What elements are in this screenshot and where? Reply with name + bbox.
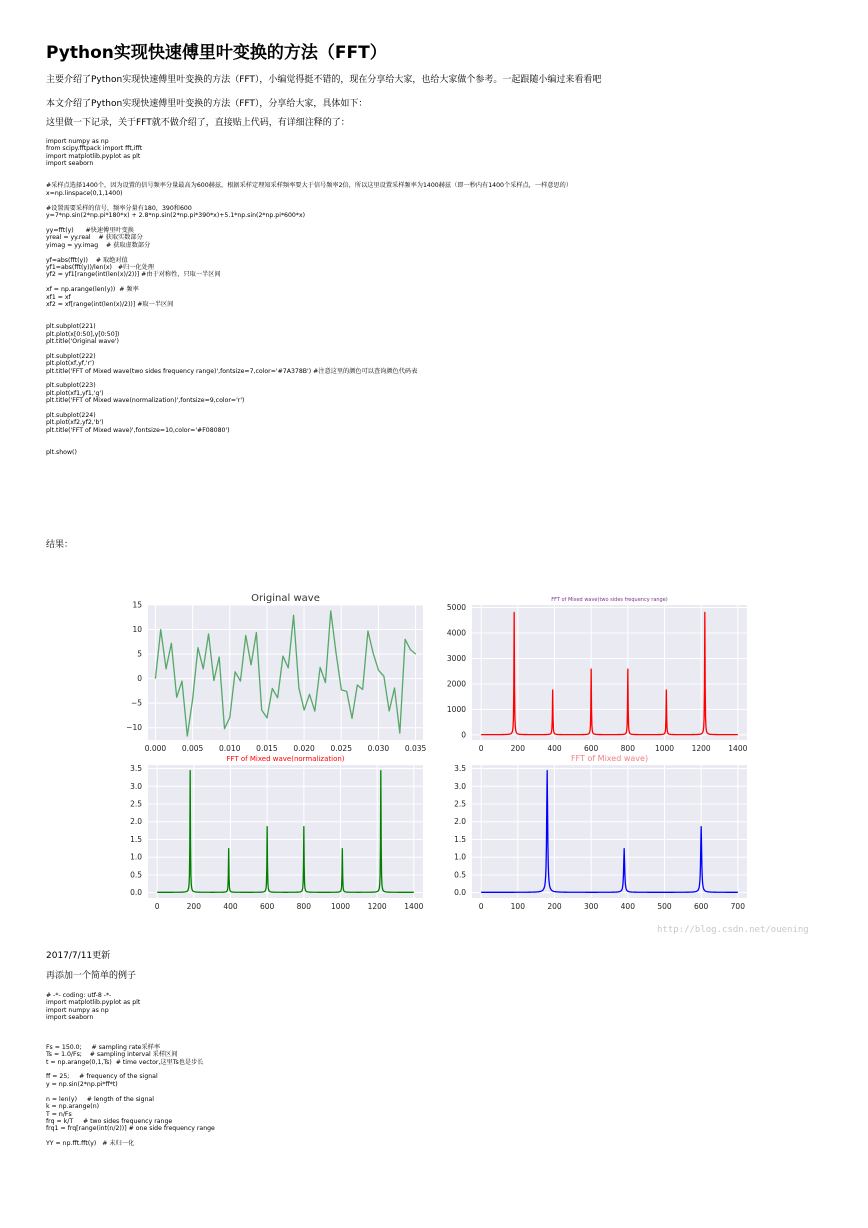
code-line: # -*- coding: utf-8 -*- [46, 992, 112, 999]
y-tick-label: 1.0 [130, 852, 142, 862]
x-tick-label: 1200 [691, 744, 711, 753]
x-tick-label: 600 [694, 902, 709, 911]
code-line: yimag = yy.imag # 获取虚数部分 [46, 241, 151, 249]
code-line [46, 316, 572, 323]
x-tick-label: 100 [510, 902, 525, 911]
code-line: plt.plot(x[0:50],y[0:50]) [46, 330, 120, 338]
y-tick-label: 0.0 [454, 888, 466, 898]
y-tick-label: 0.0 [130, 888, 142, 898]
y-tick-label: 10 [132, 625, 142, 635]
code-line: T = n/Fs [46, 1110, 72, 1118]
x-tick-label: 800 [296, 902, 311, 911]
code-line: plt.title('Original wave') [46, 337, 119, 345]
x-tick-label: 600 [260, 902, 275, 911]
code-line [46, 249, 572, 256]
x-tick-label: 0.020 [293, 744, 315, 753]
subplot-4 [454, 754, 747, 911]
code-line: #设置需要采样的信号，频率分量有180，390和600 [46, 204, 192, 212]
y-tick-label: 2000 [446, 679, 466, 689]
code-line: plt.subplot(222) [46, 352, 96, 360]
code-line [46, 1133, 215, 1140]
subplot-2 [447, 597, 748, 753]
code-line [46, 1022, 215, 1029]
code-line [46, 219, 572, 226]
code-line: yreal = yy.real # 获取实数部分 [46, 234, 143, 242]
x-tick-label: 200 [547, 902, 562, 911]
code-line [46, 308, 572, 315]
y-tick-label: 15 [132, 600, 142, 610]
x-tick-label: 0 [478, 902, 484, 911]
y-tick-label: 3000 [446, 653, 466, 663]
y-tick-label: 3.0 [454, 781, 466, 791]
code-line [46, 434, 572, 441]
code-line: y = np.sin(2*np.pi*ff*t) [46, 1080, 118, 1088]
update-date: 2017/7/11更新 [46, 951, 111, 961]
code-line: import matplotlib.pyplot as plt [46, 999, 141, 1007]
subplot-3 [130, 755, 424, 911]
y-tick-label: 1000 [446, 704, 466, 714]
code-line [46, 1066, 215, 1073]
code-line: plt.title('FFT of Mixed wave(two sides frequency range)',fontsize=7,color='#7A378B') #注意这里的颜色可以查询颜色代码表 [46, 367, 418, 375]
y-tick-label: 5 [137, 649, 142, 659]
code-line [46, 279, 572, 286]
code-line: xf1 = xf [46, 293, 71, 301]
code-line: n = len(y) # length of the signal [46, 1095, 155, 1103]
y-tick-label: −5 [130, 698, 142, 708]
x-tick-label: 0.025 [330, 744, 352, 753]
y-tick-label: 0.5 [454, 870, 466, 880]
x-tick-label: 0.010 [219, 744, 241, 753]
code-line: yf2 = yf1[range(int(len(x)/2))] #由于对称性，只取一半区间 [46, 271, 221, 279]
x-tick-label: 600 [584, 744, 599, 753]
chart-title: FFT of Mixed wave) [570, 754, 649, 763]
x-tick-label: 0 [154, 902, 160, 911]
x-tick-label: 200 [186, 902, 201, 911]
code-line: import seaborn [46, 1014, 94, 1022]
code-line [46, 1029, 215, 1036]
code-line: plt.plot(xf1,yf1,'g') [46, 389, 104, 397]
paragraph-2: 这里做一下记录，关于FFT就不做介绍了，直接贴上代码，有详细注释的了： [46, 118, 350, 128]
chart-title: FFT of Mixed wave(normalization) [226, 755, 345, 763]
y-tick-label: 2.0 [454, 817, 466, 827]
code-line: YY = np.fft.fft(y) # 未归一化 [46, 1140, 135, 1148]
y-tick-label: 0.5 [130, 870, 142, 880]
code-line: plt.title('FFT of Mixed wave(normalization)',fontsize=9,color='r') [46, 397, 245, 405]
figure-result [110, 585, 765, 920]
y-tick-label: 0 [137, 674, 142, 684]
x-tick-label: 1000 [654, 744, 675, 753]
x-tick-label: 1400 [404, 902, 424, 911]
y-tick-label: 3.0 [130, 781, 142, 791]
code-line: y=7*np.sin(2*np.pi*180*x) + 2.8*np.sin(2*np.pi*390*x)+5.1*np.sin(2*np.pi*600*x) [46, 212, 306, 220]
result-label: 结果： [46, 540, 74, 550]
code-block-1 [46, 138, 572, 456]
subplot-1 [126, 593, 426, 753]
y-tick-label: 2.0 [130, 817, 142, 827]
code-line: import matplotlib.pyplot as plt [46, 152, 141, 160]
paragraph-1: 本文介绍了Python实现快速傅里叶变换的方法（FFT），分享给大家，具体如下： [46, 99, 368, 109]
code-line: yf1=abs(fft(y))/len(x) #归一化处理 [46, 263, 154, 271]
code-line: frq1 = frq[range(int(n/2))] # one side frequency range [46, 1125, 215, 1133]
code-line: k = np.arange(n) [46, 1103, 100, 1111]
code-line [46, 345, 572, 352]
code-line: from scipy.fftpack import fft,ifft [46, 145, 143, 153]
code-line [46, 442, 572, 449]
x-tick-label: 200 [510, 744, 525, 753]
x-tick-label: 1400 [728, 744, 748, 753]
code-line: plt.subplot(224) [46, 412, 96, 420]
y-tick-label: 3.5 [130, 764, 142, 774]
x-tick-label: 0.005 [181, 744, 204, 753]
update-note: 再添加一个简单的例子 [46, 971, 137, 981]
intro-paragraph: 主要介绍了Python实现快速傅里叶变换的方法（FFT），小编觉得挺不错的，现在分享给大家，也给大家做个参考。一起跟随小编过来看看吧 [46, 75, 602, 85]
code-line: import numpy as np [46, 138, 109, 145]
plot-area [472, 765, 747, 898]
x-tick-label: 0.030 [367, 744, 390, 753]
code-line: plt.title('FFT of Mixed wave)',fontsize=10,color='#F08080') [46, 426, 230, 434]
code-line [46, 197, 572, 204]
y-tick-label: 4000 [446, 628, 466, 638]
watermark: http://blog.csdn.net/ouening [657, 925, 809, 935]
code-line [46, 375, 572, 382]
code-line: plt.show() [46, 449, 77, 457]
x-tick-label: 0.015 [256, 744, 278, 753]
code-line: plt.subplot(223) [46, 382, 96, 390]
code-line [46, 1088, 215, 1095]
code-line: x=np.linspace(0,1,1400) [46, 189, 123, 197]
x-tick-label: 400 [223, 902, 238, 911]
chart-title: FFT of Mixed wave(two sides frequency range) [551, 597, 668, 603]
code-line: Fs = 150.0; # sampling rate采样率 [46, 1043, 161, 1051]
x-tick-label: 400 [620, 902, 635, 911]
x-tick-label: 0 [478, 744, 484, 753]
code-line: frq = k/T # two sides frequency range [46, 1117, 173, 1125]
code-line: yf=abs(fft(y)) # 取绝对值 [46, 256, 128, 264]
code-line: import numpy as np [46, 1006, 109, 1014]
code-line: plt.plot(xf2,yf2,'b') [46, 419, 104, 427]
x-tick-label: 0.000 [144, 744, 167, 753]
y-tick-label: −10 [126, 723, 142, 733]
code-line [46, 1036, 215, 1043]
y-tick-label: 3.5 [454, 764, 466, 774]
y-tick-label: 2.5 [130, 799, 142, 809]
code-line: Ts = 1.0/Fs; # sampling interval 采样区间 [46, 1051, 178, 1059]
x-tick-label: 400 [547, 744, 562, 753]
y-tick-label: 1.5 [454, 834, 466, 844]
code-line [46, 405, 572, 412]
subplot-figure [110, 585, 765, 920]
code-line: t = np.arange(0,1,Ts) # time vector,这里Ts也是步长 [46, 1058, 204, 1066]
x-tick-label: 0.035 [404, 744, 427, 753]
chart-title: Original wave [251, 593, 320, 604]
y-tick-label: 1.5 [130, 834, 142, 844]
page-title: Python实现快速傅里叶变换的方法（FFT） [46, 43, 387, 63]
y-tick-label: 2.5 [454, 799, 466, 809]
code-line: ff = 25; # frequency of the signal [46, 1073, 158, 1081]
x-tick-label: 1000 [330, 902, 351, 911]
x-tick-label: 1200 [367, 902, 387, 911]
y-tick-label: 0 [461, 730, 466, 740]
code-line: xf = np.arange(len(y)) # 频率 [46, 286, 139, 294]
y-tick-label: 1.0 [454, 852, 466, 862]
code-line: yy=fft(y) #快速傅里叶变换 [46, 226, 134, 234]
code-block-2 [46, 992, 215, 1148]
code-line: #采样点选择1400个，因为设置的信号频率分量最高为600赫兹，根据采样定理知采样频率要大于信号频率2倍，所以这里设置采样频率为1400赫兹（即一秒内有1400个采样点，一样意思的） [46, 182, 573, 190]
code-line: xf2 = xf[range(int(len(x)/2))] #取一半区间 [46, 300, 174, 308]
y-tick-label: 5000 [446, 603, 466, 613]
x-tick-label: 700 [730, 902, 745, 911]
code-line: plt.subplot(221) [46, 323, 96, 331]
code-line: import seaborn [46, 160, 94, 168]
code-line [46, 168, 572, 175]
x-tick-label: 800 [620, 744, 635, 753]
code-line: plt.plot(xf,yf,'r') [46, 360, 95, 368]
x-tick-label: 500 [657, 902, 672, 911]
x-tick-label: 300 [584, 902, 599, 911]
